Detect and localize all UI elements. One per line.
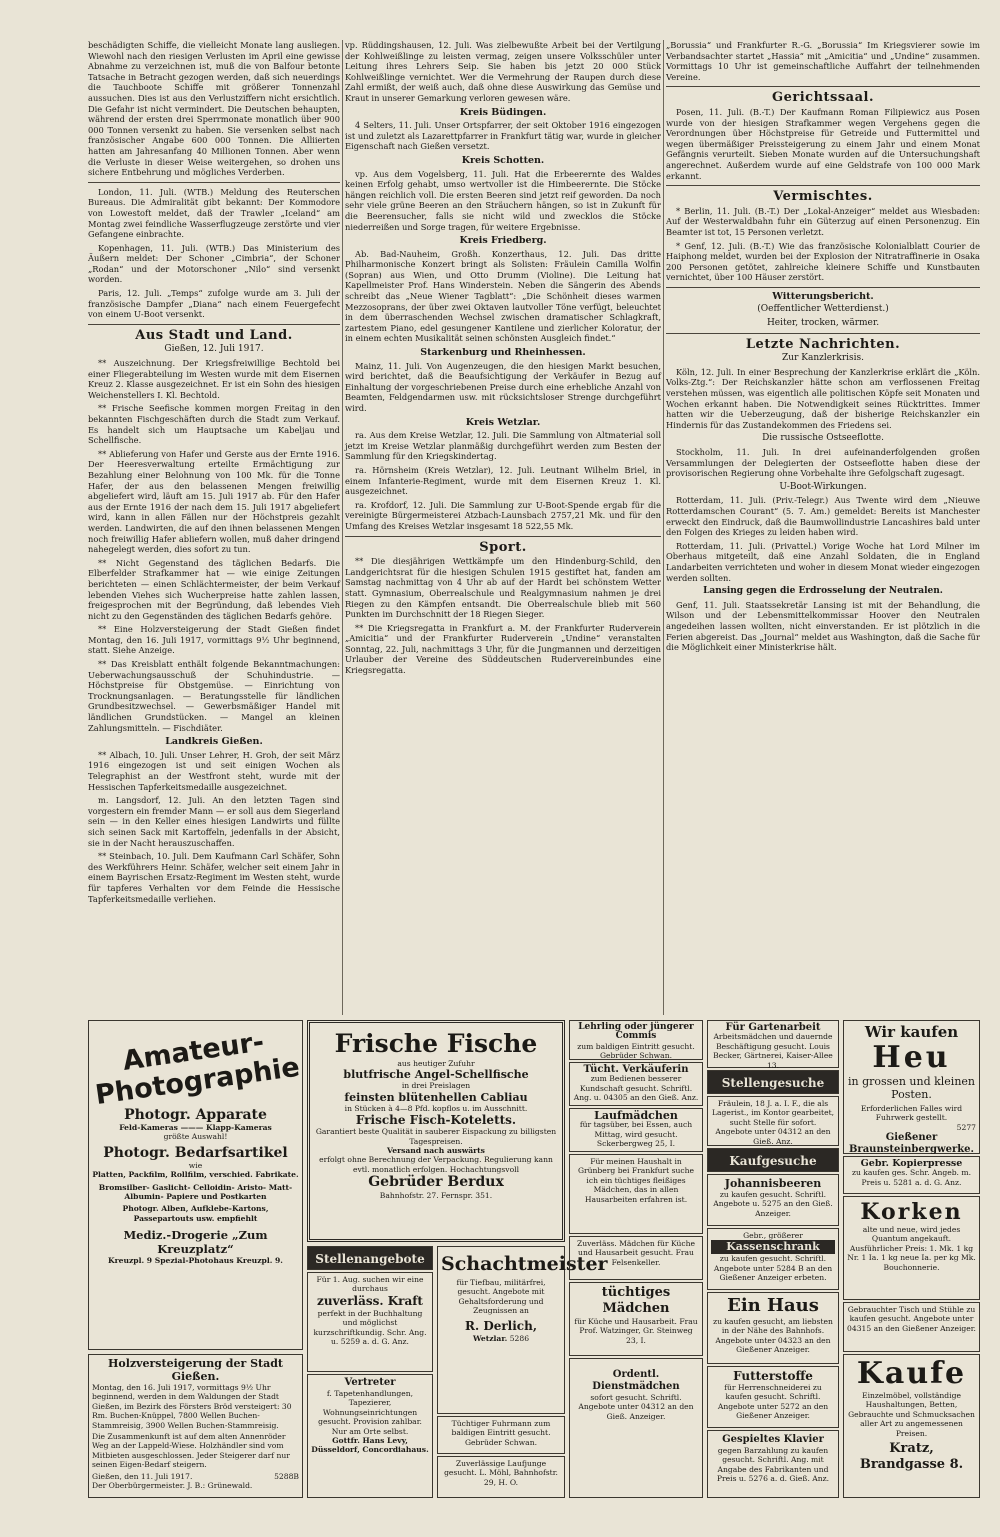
- ad-errand-boy: Zuverlässige Laufjunge gesucht. L. Möhl, Bahnhofstr. 29, H. O.: [437, 1456, 565, 1498]
- column-rule: [342, 40, 343, 1015]
- ad-title: Holzversteigerung der Stadt Gießen.: [107, 1357, 284, 1383]
- section-heading: Vermischtes.: [773, 189, 873, 205]
- ad-capable-maid: [569, 1282, 703, 1356]
- section-heading: Kreis Friedberg.: [459, 235, 547, 247]
- article-paragraph: ra. Krofdorf, 12. Juli. Die Sammlung zur U-Boot-Spende ergab für die vereinigte Bürgermeisterei Atzbach-Launsbach 2757,21 Mk. und für den Umfang des Kreises Wetzlar insgesamt 18 522,55 Mk.: [345, 499, 661, 531]
- divider: [345, 536, 661, 537]
- article-paragraph: ** Eine Holzversteigerung der Stadt Gießen findet Montag, den 16. Juli 1917, vormittags 9½ Uhr beginnend, statt. Siehe Anzeige.: [88, 624, 340, 656]
- ad-line: Bahnhofstr. 27. Fernspr. 351.: [379, 1191, 493, 1201]
- article-paragraph: London, 11. Juli. (WTB.) Meldung des Reuterschen Bureaus. Die Admiralität gibt bekannt: Der Kommodore von Lowestoft meldet, daß der Trawler „Iceland“ am Montag zwei feindliche Wasserflugzeuge zerstörte und vier Gefangene einbrachte.: [88, 186, 340, 240]
- ad-line: zum Bedienen besserer Kundschaft gesucht. Schriftl. Ang. u. 04305 an den Gieß. Anz.: [573, 1074, 699, 1103]
- ad-title: Gespieltes Klavier: [722, 1434, 824, 1445]
- article-paragraph: Paris, 12. Juli. „Temps“ zufolge wurde am 3. Juli der französische Dampfer „Diana“ nach einem Feuergefecht von einem U-Boot versenkt.: [88, 288, 340, 320]
- ad-line: Mediz.-Drogerie „Zum Kreuzplatz“: [123, 1228, 268, 1257]
- ad-line: sofort gesucht. Schriftl. Angebote unter 04312 an den Gieß. Anzeiger.: [578, 1393, 694, 1421]
- article-paragraph: ** Ablieferung von Hafer und Gerste aus der Ernte 1916. Der Heeresverwaltung erteilte Ermächtigung zur Bezahlung einer Belohnung von 100 Mk. für die Tonne Hafer, der aus den belassenen Mengen freiwillig abgeliefert wird, läuft am 15. Juli 1917 ab. Für den Hafer aus der Ernte 1916 der nach dem 15. Juli 1917 abgeliefert wird, kann in allen Fällen nur der Höchstpreis gezahlt werden. Landwirten, die auf den ihnen belassenen Mengen noch freiwillig Hafer abliefern wollen, muß daher dringend nahegelegt werden, dies sofort zu tun.: [88, 448, 340, 555]
- ad-line: Einzelmöbel, vollständige Haushaltungen, Betten, Gebrauchte und Schmucksachen aller Art zu angemessenen Preisen.: [848, 1391, 975, 1438]
- ad-line: Bromsilber- Gaslicht- Celloidin- Aristo- Matt-Albumin- Papiere und Postkarten: [98, 1182, 293, 1202]
- ad-hay: [843, 1020, 980, 1154]
- ad-corks: [843, 1196, 980, 1300]
- article-paragraph: Kopenhagen, 11. Juli. (WTB.) Das Ministerium des Äußern meldet: Der Schoner „Cimbria“, der Schoner „Rodan“ und der Motorschoner „Nilo“ sind versenkt worden.: [88, 242, 340, 285]
- article-paragraph: m. Langsdorf, 12. Juli. An den letzten Tagen sind vorgestern ein fremder Mann — er soll aus dem Siegerland sein — in den Keller eines hiesigen Landwirts und füllte sich seinen Sack mit Kartoffeln, jedenfalls in der Absicht, sie in der Nacht herauszuschaffen.: [88, 795, 340, 848]
- subheading: Lansing gegen die Erdrosselung der Neutralen.: [703, 586, 943, 597]
- subheading: Zur Kanzlerkrisis.: [782, 353, 864, 364]
- column-1: [88, 40, 340, 907]
- ad-line: Kratz, Brandgasse 8.: [859, 1441, 964, 1473]
- article-paragraph: ra. Hörnsheim (Kreis Wetzlar), 12. Juli. Leutnant Wilhelm Briel, in einem Infanterie-Regiment, wurde mit dem Eisernen Kreuz 1. Kl. ausgezeichnet.: [345, 464, 661, 497]
- article-paragraph: „Borussia“ und Frankfurter R.-G. „Borussia“ Im Kriegsvierer sowie im Verbandsachter startet „Hassia“ mit „Amicitia“ und „Undine“ zusammen. Vormittags 10 Uhr ist gemeinschaftliche Auffahrt der teilnehmenden Vereine.: [666, 40, 980, 82]
- ad-title: Gebr. Kopierpresse: [860, 1158, 963, 1169]
- article-paragraph: Posen, 11. Juli. (B.-T.) Der Kaufmann Roman Filipiewicz aus Posen wurde von der hiesigen Strafkammer wegen Vergehens gegen die Verordnungen über Höchstpreise für Getreide und Futtermittel und wegen übermäßiger Preissteigerung zu einem Jahr und einem Monat Gefängnis verurteilt. Sieben Monate wurden auf die Untersuchungshaft angerechnet. Außerdem wurde auf eine Geldstrafe von 100 000 Mark erkannt.: [666, 106, 980, 181]
- ad-title: Laufmädchen: [594, 1109, 678, 1122]
- ad-line: Frische Fisch-Koteletts.: [355, 1113, 517, 1128]
- ad-line: Die Zusammenkunft ist auf dem alten Annenröder Weg an der Lappeld-Wiese. Holzhändler sind vom Mitbieten ausgeschlossen. Jeder Steigerer darf nur seinen Eigen-Bedarf steigern.: [92, 1432, 290, 1470]
- ad-number: 5288B: [274, 1471, 299, 1481]
- ad-title: Heu: [872, 1040, 951, 1075]
- ad-number: 5277: [956, 1122, 976, 1132]
- ad-line: zu kaufen gesucht. Schriftl. Angebote unter 5284 B an den Gießener Anzeiger erbeten.: [713, 1254, 833, 1283]
- ad-title: Futterstoffe: [733, 1369, 813, 1383]
- ad-section-header: Kaufgesuche: [707, 1148, 839, 1172]
- article-paragraph: * Berlin, 11. Juli. (B.-T.) Der „Lokal-Anzeiger“ meldet aus Wiesbaden: Auf der Westerwaldbahn fuhr ein Güterzug auf einen Personenzug. Ein Beamter ist tot, 15 Personen verletzt.: [666, 205, 980, 237]
- ad-line: Gottfr. Hans Levy, Düsseldorf, Concordiahaus.: [311, 1436, 429, 1455]
- ad-currants: [707, 1174, 839, 1226]
- ad-line: Wir kaufen: [864, 1023, 959, 1041]
- ad-fresh-fish: [307, 1020, 565, 1242]
- ad-line: Montag, den 16. Juli 1917, vormittags 9½ Uhr beginnend, werden in dem Waldungen der Stadt Gießen, im Bezirk des Försters Bröd versteigert: 30 Rm. Buchen-Knüppel, 7800 Wellen Buchen-Stammreisig, 3900 Wellen Buchen-Stammreisig.: [92, 1383, 292, 1430]
- ad-line: wie: [188, 1160, 203, 1170]
- ad-line: Gießener Braunsteinbergwerke.: [848, 1132, 975, 1156]
- article-paragraph: ** Die diesjährigen Wettkämpfe um den Hindenburg-Schild, den Landgerichtsrat für die hiesigen Schulen 1915 gestiftet hat, fanden am Samstag nachmittag von 4 Uhr ab auf der Hardt bei schönstem Wetter statt. Gymnasium, Oberrealschule und Realgymnasium nahmen je drei Riegen zu den Kämpfen entsandt. Die Oberrealschule blieb mit 560 Punkten im Durchschnitt der 18 Riegen Sieger.: [345, 556, 661, 620]
- ad-line: Der Oberbürgermeister. J. B.: Grünewald.: [92, 1481, 253, 1491]
- ad-title: Frische Fische: [334, 1029, 538, 1058]
- section-heading: Sport.: [479, 539, 527, 555]
- ad-line: Photogr. Alben, Aufklebe-Kartons, Passepartouts usw. empfiehlt: [122, 1204, 269, 1223]
- ad-line: alte und neue, wird jedes Quantum angekauft. Ausführlicher Preis: 1. Mk. 1 kg Nr. 1 Ia. 1 kg neue Ia. per kg Mk. Bouchonnerie.: [847, 1225, 976, 1272]
- article-paragraph: Ab. Bad-Nauheim, Großh. Konzerthaus, 12. Juli. Das dritte Philharmonische Konzert bringt als Solisten: Fräulein Camilla Wolfin (Sopran) aus Wien, und Otto Drumm (Violine). Die Leitung hat Kapellmeister Prof. Hans Winderstein. Neben die Sängerin des Abends schreibt das „Neue Wiener Tagblatt“: „Die Schönheit dieses warmen Mezzosoprans, der über zwei Oktaven lautvoller Töne verfügt, beleuchtet in dem überraschenden Wechsel zwischen dramatischer Schlagkraft, zartestem Piano, edel gesungener Kantilene und zierlicher Koloratur, der in einem echten Musikalität seinen schönsten Ausgleich findet.“: [345, 248, 661, 344]
- ad-line: [92, 1472, 299, 1481]
- ad-line: f. Tapetenhandlungen, Tapezierer, Wohnungseinrichtungen gesucht. Provision zahlbar. Nur am Orte selbst.: [318, 1389, 422, 1436]
- ad-section-header: Stellengesuche: [707, 1070, 839, 1094]
- divider: [666, 86, 980, 87]
- section-heading: Landkreis Gießen.: [165, 736, 263, 748]
- ad-line: in grossen und kleinen Posten.: [848, 1075, 975, 1101]
- weather-source: (Oeffentlicher Wetterdienst.): [757, 304, 889, 315]
- ad-line: in drei Preislagen: [401, 1081, 471, 1091]
- ad-line: Platten, Packfilm, Rollfilm, verschied. Fabrikate.: [92, 1170, 299, 1180]
- ad-foreman: [437, 1246, 608, 1414]
- column-rule: [663, 40, 664, 1015]
- ad-line: Erforderlichen Falles wird Fuhrwerk gestellt.: [860, 1104, 963, 1123]
- ad-house-wanted: [707, 1292, 839, 1364]
- ad-line: Kreuzpl. 9 Spezial-Photohaus Kreuzpl. 9.: [108, 1256, 283, 1266]
- column-2: [345, 40, 661, 679]
- ad-representative: [307, 1374, 433, 1498]
- divider: [666, 287, 980, 288]
- ad-lining-fabrics: [707, 1366, 839, 1428]
- weather-text: Heiter, trocken, wärmer.: [766, 318, 880, 329]
- section-heading: Aus Stadt und Land.: [135, 327, 293, 343]
- ad-title: Lehrling oder jüngerer Commis: [578, 1022, 694, 1042]
- ad-reliable-worker: [307, 1272, 433, 1372]
- divider: [666, 333, 980, 334]
- ad-line: Arbeitsmädchen und dauernde Beschäftigung gesucht. Louis Becker, Gärtnerei, Kaiser-Allee 13.: [713, 1032, 833, 1070]
- ad-title: zuverläss. Kraft: [317, 1293, 423, 1308]
- article-paragraph: Mainz, 11. Juli. Von Augenzeugen, die den hiesigen Markt besuchen, wird berichtet, daß die Beaufsichtigung der Verkäufer in Bezug auf Einhaltung der vorgeschriebenen Preise durch eine erhebliche Anzahl von Beamten, Feldgendarmen usw. mit rücksichtsloser Strenge durchgeführt wird.: [345, 360, 661, 413]
- ad-safe: [707, 1228, 839, 1290]
- article-paragraph: ** Auszeichnung. Der Kriegsfreiwillige Bechtold bei einer Fliegerabteilung im Westen wurde mit dem Eisernen Kreuz 2. Klasse ausgezeichnet. Er ist ein Sohn des hiesigen Weichenstellers I. Kl. Bechtold.: [88, 358, 340, 400]
- ad-title: Kaufe: [856, 1356, 967, 1391]
- article-paragraph: ** Das Kreisblatt enthält folgende Bekanntmachungen: Ueberwachungsausschuß der Schuhindustrie. — Höchstpreise für Obstgemüse. — Einrichtung von Trocknungsanlagen. — Beratungsstelle für ländlichen Grundbesitzwechsel. — Gewerbsmäßiger Handel mit ländlichen Grundstücken. — Mangel an kleinen Zahlungsmitteln. — Fischdiäter.: [88, 659, 340, 733]
- ad-line: Feld-Kameras ——— Klapp-Kameras: [119, 1123, 272, 1132]
- section-heading: Gerichtssaal.: [772, 90, 874, 106]
- article-paragraph: Rotterdam, 11. Juli. (Privattel.) Vorige Woche hat Lord Milner im Oberhaus mitgeteilt, daß eine Anzahl Soldaten, die in England Landarbeiten verrichteten und woher in diesem Monat wieder eingezogen werden sollten.: [666, 540, 980, 583]
- article-paragraph: ** Steinbach, 10. Juli. Dem Kaufmann Carl Schäfer, Sohn des Werkführers Heinr. Schäfer, welcher seit einem Jahr in einem Bayrischen Ersatz-Regiment im Westen steht, wurde für tapferes Verhalten vor dem Feinde die Hessische Tapferkeitsmedaille verliehen.: [88, 851, 340, 904]
- article-paragraph: beschädigten Schiffe, die vielleicht Monate lang ausliegen. Wiewohl nach den riesigen Verlusten im April eine gewisse Abnahme zu verzeichnen ist, muß die von Balfour betonte Tatsache in Betracht gezogen werden, daß sich neuerdings die Tauchboote Schiffe mit größerer Tonnenzahl aussuchen. Dies ist aus den Verlustziffern nicht ersichtlich. Die Gefahr ist nicht vermindert. Die Deutschen behaupten, während der ersten drei Sperrmonate monatlich über 900 000 Tonnen versenkt zu haben. Sie versenken selbst nach französischer Angabe 600 000 Tonnen. Die Alliierten hatten am Jahresanfang 40 Millionen Tonnen. Aber wenn die Verluste in dieser Weise weitergehen, so drohen uns sichere Entbehrung und mögliches Verderben.: [88, 40, 340, 178]
- ad-line: für Herrenschneiderei zu kaufen gesucht. Schriftl. Angebote unter 5272 an den Gießener Anzeiger.: [717, 1383, 829, 1421]
- divider: [666, 185, 980, 186]
- section-heading: Kreis Büdingen.: [459, 106, 547, 118]
- ad-line: Photogr. Apparate: [124, 1107, 267, 1123]
- ad-section-header: Stellenangebote: [307, 1246, 433, 1270]
- ad-line: feinsten blütenhellen Cabliau: [344, 1090, 528, 1104]
- ad-title: Kassenschrank: [711, 1240, 835, 1254]
- article-paragraph: vp. Aus dem Vogelsberg, 11. Juli. Hat die Erbeerernte des Waldes keinen Erfolg gehabt, umso wertvoller ist die Himbeerernte. Die Stöcke hängen reichlich voll. Die ersten Beeren sind jetzt reif geworden. Da noch sehr viele grüne Beeren an den Sträuchern hängen, so ist in Zukunft für die Beerensucher, falls sie nicht wild und zwecklos die Stöcke niederreißen und Sorge tragen, für weitere Ergebnisse.: [345, 168, 661, 232]
- article-paragraph: * Genf, 12. Juli. (B.-T.) Wie das französische Kolonialblatt Courier de Haiphong meldet, wurden bei der Explosion der Nitratraffinerie in Osaka 200 Personen getötet, zahlreiche kleinere Schiffe und Kunstbauten vernichtet, über 100 Häuser zerstört.: [666, 240, 980, 283]
- ad-line: Gebr., größerer: [743, 1231, 803, 1240]
- subheading: U-Boot-Wirkungen.: [779, 481, 867, 492]
- divider: [88, 324, 340, 325]
- ad-title: Schachtmeister: [441, 1253, 608, 1275]
- section-heading: Witterungsbericht.: [772, 290, 874, 302]
- article-paragraph: Genf, 11. Juli. Staatssekretär Lansing ist mit der Behandlung, die Wilson und der Lebensmittelkommissar Hoover den Neutralen angedeihen lassen wollten, nicht einverstanden. Er ist plötzlich in die Ferien abgereist. Das „Journal“ meldet aus Washington, daß die Sache für die Möglichkeit einer Ministerkrise hält.: [666, 599, 980, 653]
- ad-errand-girl: [569, 1108, 703, 1152]
- ad-title: Tücht. Verkäuferin: [583, 1064, 689, 1075]
- ad-garden-work: [707, 1020, 839, 1068]
- ad-line: Photogr. Bedarfsartikel: [103, 1144, 288, 1161]
- ad-title: Vertreter: [344, 1377, 396, 1388]
- dateline: Gießen, 12. Juli 1917.: [164, 344, 264, 355]
- ad-table: Gebrauchter Tisch und Stühle zu kaufen gesucht. Angebote unter 04315 an den Gießener Anzeiger.: [843, 1302, 980, 1352]
- column-3: [666, 40, 980, 656]
- ad-timber-auction: [88, 1354, 303, 1498]
- divider: [88, 182, 340, 183]
- article-paragraph: ** Nicht Gegenstand des täglichen Bedarfs. Die Elberfelder Strafkammer hat — wie einige Zeitungen berichteten — einen Schlächtermeister, der beim Verkauf lebenden Viehes sich Wucherpreise hatte zahlen lassen, freigesprochen mit der Begründung, daß lebendes Vieh nicht zu den Gegenständen des täglichen Bedarfs gehöre.: [88, 557, 340, 621]
- article-paragraph: Rotterdam, 11. Juli. (Priv.-Telegr.) Aus Twente wird dem „Nieuwe Rotterdamschen Courant“ (5. 7. Am.) gemeldet: Bereits ist Manchester erweckt den Eindruck, daß die Baumwollindustrie Lancashires bald unter den Folgen des Krieges zu leiden haben wird.: [666, 495, 980, 538]
- article-paragraph: ** Albach, 10. Juli. Unser Lehrer, H. Groh, der seit März 1916 eingezogen ist und seit einigen Wochen als Telegraphist an der Westfront steht, wurde mit der Hessischen Tapferkeitsmedaille ausgezeichnet.: [88, 749, 340, 792]
- ad-carter: Tüchtiger Fuhrmann zum baldigen Eintritt gesucht. Gebrüder Schwan.: [437, 1416, 565, 1454]
- section-heading: Letzte Nachrichten.: [745, 336, 901, 352]
- ad-line: größte Auswahl!: [163, 1132, 228, 1142]
- ad-household-maid: Für meinen Haushalt in Grünberg bei Frankfurt suche ich ein tüchtiges fleißiges Mädchen, das in allen Hausarbeiten erfahren ist.: [569, 1154, 703, 1234]
- ad-line: aus heutiger Zufuhr: [397, 1059, 475, 1068]
- ad-title: Korken: [860, 1199, 963, 1225]
- ad-reliable-maid: Zuverläss. Mädchen für Küche und Hausarbeit gesucht. Frau Felsenkeller.: [569, 1236, 703, 1280]
- ad-title: Amateur-Photographie: [93, 1026, 302, 1112]
- section-heading: Starkenburg und Rheinhessen.: [420, 347, 586, 359]
- article-paragraph: ra. Aus dem Kreise Wetzlar, 12. Juli. Die Sammlung von Altmaterial soll jetzt im Kreise Wetzlar planmäßig durchgeführt werden zum Besten der Sammlung für den Kriegskindertag.: [345, 430, 661, 462]
- ad-date: Gießen, den 11. Juli 1917.: [92, 1471, 193, 1481]
- ad-title: Johannisbeeren: [724, 1177, 822, 1190]
- advertisement-section: [88, 1020, 980, 1500]
- ad-line: für Küche und Hausarbeit. Frau Prof. Watzinger, Gr. Steinweg 23, I.: [574, 1317, 698, 1345]
- ad-line: Gebrüder Berdux: [368, 1174, 504, 1191]
- ad-line: für Tiefbau, militärfrei, gesucht. Angebote mit Gehaltsforderung und Zeugnissen an: [456, 1278, 546, 1316]
- ad-housemaid: [569, 1358, 703, 1498]
- ad-copy-press: [843, 1156, 980, 1194]
- ad-line: perfekt in der Buchhaltung und möglichst kurzschriftkundig. Schr. Ang. u. 5259 a. d. G. Anz.: [313, 1308, 427, 1347]
- ad-place: Wetzlar.: [472, 1333, 508, 1343]
- ad-title: Ein Haus: [727, 1295, 819, 1316]
- ad-title: Für Gartenarbeit: [725, 1022, 821, 1033]
- article-paragraph: 4 Selters, 11. Juli. Unser Ortspfarrer, der seit Oktober 1916 eingezogen ist und zuletzt als Lazarettpfarrer in Frankfurt tätig war, wurde in gleicher Eigenschaft nach Gießen versetzt.: [345, 120, 661, 152]
- ad-photography: [88, 1020, 303, 1350]
- ad-line: zum baldigen Eintritt gesucht. Gebrüder Schwan.: [577, 1041, 695, 1061]
- ad-saleswoman: [569, 1062, 703, 1106]
- ad-line: Garantiert beste Qualität in sauberer Eispackung zu billigsten Tagespreisen.: [315, 1127, 557, 1146]
- ad-line: blutfrische Angel-Schellfische: [343, 1068, 529, 1082]
- ad-line: zu kaufen ges. Schr. Angeb. m. Preis u. 5281 a. d. G. Anz.: [851, 1168, 971, 1187]
- article-paragraph: Stockholm, 11. Juli. In drei aufeinanderfolgenden großen Versammlungen der Delegierten der Ostseeflotte haben diese der provisorischen Regierung ohne Vorbehalte ihre Gefolgschaft zugesagt.: [666, 447, 980, 479]
- ad-piano: [707, 1430, 839, 1498]
- article-paragraph: vp. Rüddingshausen, 12. Juli. Was zielbewußte Arbeit bei der Vertilgung der Kohlweißlinge zu leisten vermag, zeigen unsere Volksschüler unter Leitung ihres Lehrers Seip. Sie haben bis jetzt 20 000 Stück Kohlweißlinge vernichtet. Wer die Vermehrung der Raupen durch diese Zahl ermißt, der weiß auch, daß ohne diese Auswirkung das Gemüse und Kraut in unserer Gemarkung verloren gewesen wäre.: [345, 40, 661, 103]
- article-paragraph: ** Frische Seefische kommen morgen Freitag in den bekannten Fischgeschäften durch die Stadt zum Verkauf. Es handelt sich um Hauptsache um Kabeljau und Schellfische.: [88, 403, 340, 446]
- ad-line: Für 1. Aug. suchen wir eine durchaus: [316, 1275, 424, 1294]
- subheading: Die russische Ostseeflotte.: [762, 433, 884, 444]
- ad-line: Versand nach auswärts: [387, 1146, 485, 1156]
- article-paragraph: ** Die Kriegsregatta in Frankfurt a. M. der Frankfurter Ruderverein „Amicitia“ und der Frankfurter Ruderverein „Undine“ veranstalten Sonntag, 22. Juli, nachmittags 3 Uhr, für die Jungmannen und derzeitigen Urlauber der Vereine des Süddeutschen Rudervereinbundes eine Kriegsregatta.: [345, 622, 661, 676]
- ad-line: R. Derlich,: [464, 1318, 538, 1333]
- ad-title: Ordentl. Dienstmädchen: [592, 1369, 680, 1392]
- ad-apprentice: [569, 1020, 703, 1060]
- ad-number: 5286: [509, 1333, 530, 1343]
- ad-line: zu kaufen gesucht, am liebsten in der Nähe des Bahnhofs. Angebote unter 04323 an den Gießener Anzeiger.: [713, 1317, 833, 1355]
- ad-line: in Stücken à 4—8 Pfd. kopflos u. im Ausschnitt.: [344, 1103, 528, 1113]
- ad-line: für tagsüber, bei Essen, auch Mittag, wird gesucht. Sckerbergweg 25, I.: [579, 1120, 693, 1149]
- ad-title: tüchtiges Mädchen: [601, 1285, 671, 1316]
- section-heading: Kreis Schotten.: [461, 154, 545, 166]
- ad-line: erfolgt ohne Berechnung der Verpackung. Regulierung kann evtl. monatlich erfolgen. Hochachtungsvoll: [319, 1155, 553, 1174]
- ad-line: [441, 1334, 561, 1343]
- ad-buy: [843, 1354, 980, 1498]
- section-heading: Kreis Wetzlar.: [465, 416, 541, 428]
- ad-line: zu kaufen gesucht. Schriftl. Angebote u. 5275 an den Gieß. Anzeiger.: [713, 1190, 833, 1218]
- article-paragraph: Köln, 12. Juli. In einer Besprechung der Kanzlerkrise erklärt die „Köln. Volks-Ztg.“: Der Reichskanzler hätte schon am verflossenen Freitag verstehen müssen, was eigentlich alle politischen Köpfe seit Monaten und Wochen erkannt haben. Die Notwendigkeit seines Rücktrittes. Immer hatten wir die Ueberzeugung, daß der bisherige Reichskanzler ein Hindernis für das Zustandekommen des Friedens sei.: [666, 366, 980, 430]
- ad-miss-seeks: Fräulein, 18 J. a. I. F., die als Lagerist., im Kontor gearbeitet, sucht Stelle für sofort. Angebote unter 04312 an den Gieß. Anz.: [707, 1096, 839, 1146]
- ad-line: gegen Barzahlung zu kaufen gesucht. Schriftl. Ang. mit Angabe des Fabrikanten und Preis u. 5276 a. d. Gieß. Anz.: [716, 1446, 830, 1484]
